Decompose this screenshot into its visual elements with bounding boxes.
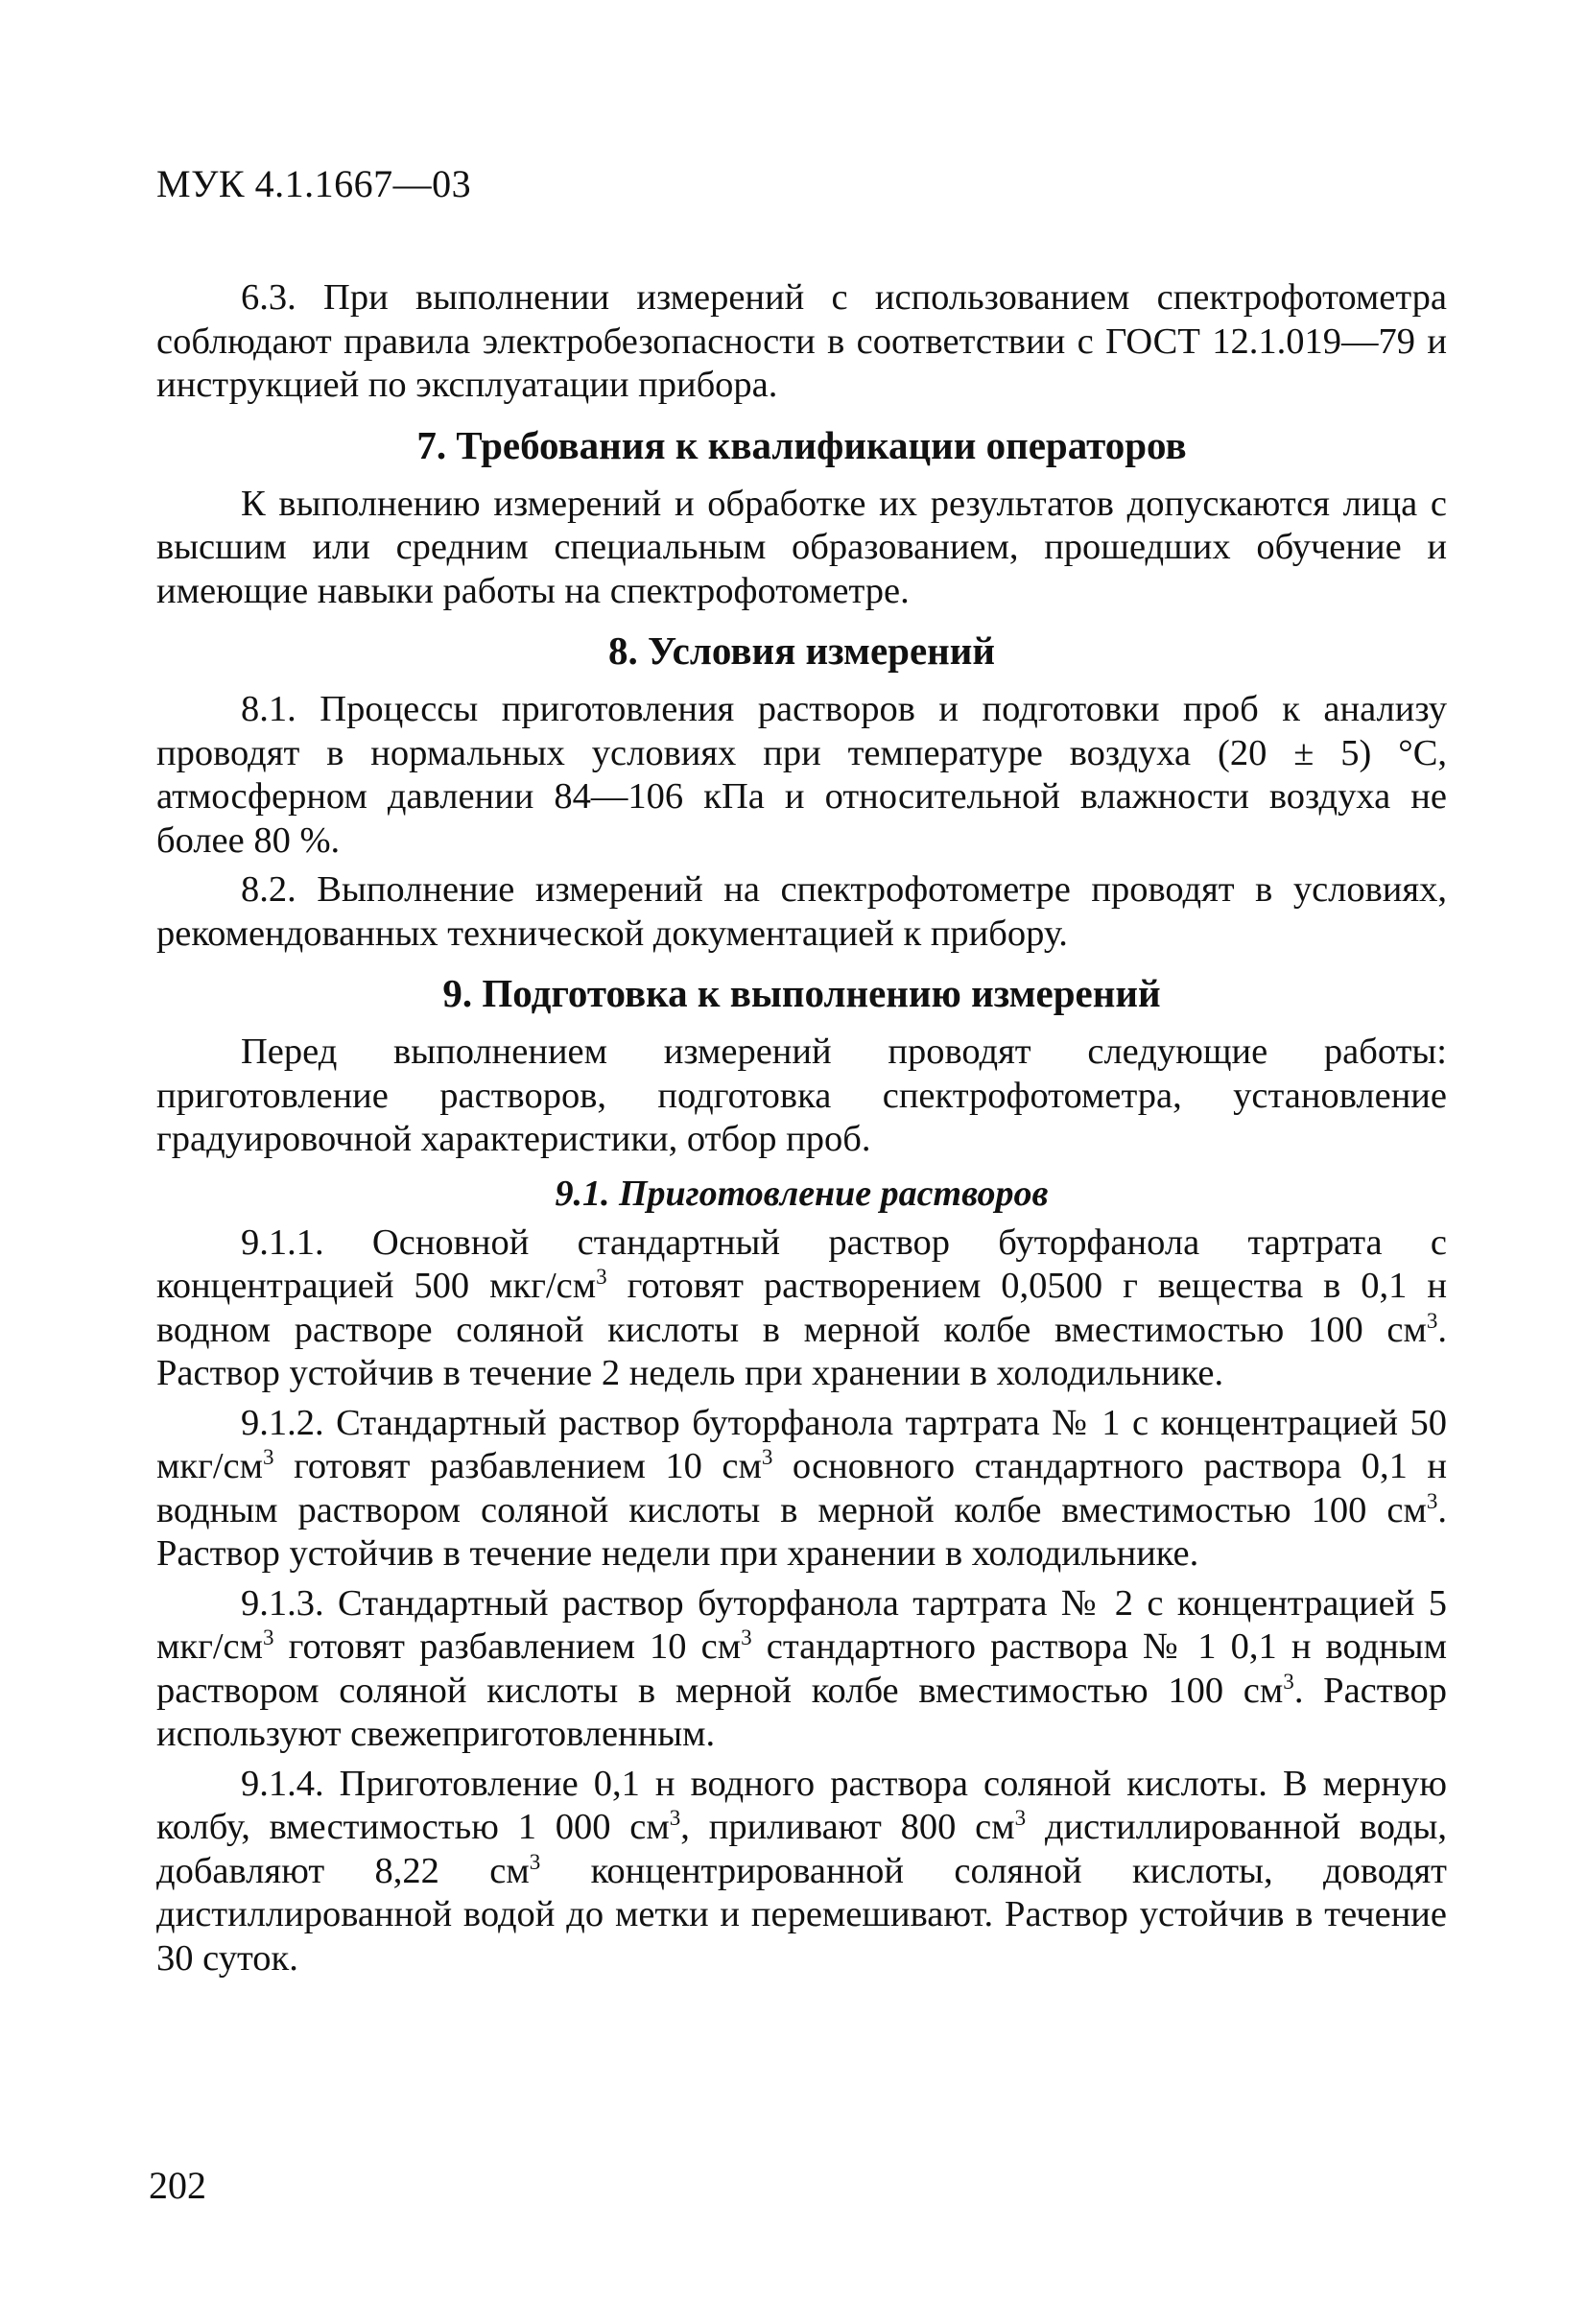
- superscript-cube: 3: [1014, 1805, 1027, 1831]
- superscript-cube: 3: [1426, 1487, 1438, 1513]
- superscript-cube: 3: [529, 1848, 541, 1874]
- paragraph-9: Перед выполнением измерений проводят следующие работы: приготовление растворов, подготовка спектрофотометра, установление градуировочной характеристики, отбор проб.: [156, 1032, 1447, 1159]
- paragraph-6-3: 6.3. При выполнении измерений с использованием спектрофотометра соблюдают правила электробезопасности в соответствии с ГОСТ 12.1.019—79 и инструкцией по эксплуатации прибора.: [156, 277, 1447, 405]
- paragraph-7: К выполнению измерений и обработке их результатов допускаются лица с высшим или средним специальным образованием, прошедших обучение и имеющие навыки работы на спектрофотометре.: [156, 483, 1447, 611]
- subsection-heading-9-1: 9.1. Приготовление растворов: [555, 1173, 1049, 1214]
- paragraph-9-1-4-part-b: , приливают 800 см: [680, 1807, 1015, 1847]
- superscript-cube: 3: [596, 1264, 607, 1290]
- paragraph-9-1-2-part-b: готовят разбавлением 10 см: [273, 1446, 762, 1486]
- paragraph-9-1-3-part-b: готовят разбавлением 10 см: [273, 1626, 742, 1667]
- superscript-cube: 3: [669, 1805, 681, 1831]
- paragraph-9-1-2-part-d: . Раствор устойчив в течение недели при хранении в холодильнике.: [156, 1489, 1447, 1574]
- paragraph-9-1-1: [156, 1221, 1447, 1396]
- paragraph-9-1-1-part-b: готовят растворением 0,0500 г вещества в 0,1 н водном растворе соляной кислоты в мерной колбе вместимостью 100 см: [156, 1266, 1447, 1350]
- section-heading-9: 9. Подготовка к выполнению измерений: [442, 971, 1161, 1015]
- section-heading-7: 7. Требования к квалификации операторов: [416, 422, 1187, 467]
- superscript-cube: 3: [761, 1444, 773, 1470]
- page-content: [156, 276, 1447, 1986]
- paragraph-9-1-1-part-c: . Раствор устойчив в течение 2 недель при хранении в холодильнике.: [156, 1309, 1447, 1393]
- document-code-header: МУК 4.1.1667—03: [156, 162, 472, 205]
- superscript-cube: 3: [263, 1444, 274, 1470]
- superscript-cube: 3: [263, 1624, 274, 1650]
- paragraph-9-1-3-part-d: . Раствор используют свежеприготовленным.: [156, 1670, 1447, 1754]
- paragraph-8-2: 8.2. Выполнение измерений на спектрофотометре проводят в условиях, рекомендованных технической документацией к прибору.: [156, 869, 1447, 954]
- superscript-cube: 3: [741, 1624, 752, 1650]
- page-number: 202: [149, 2164, 206, 2207]
- paragraph-9-1-2-part-a: 9.1.2. Стандартный раствор буторфанола тартрата № 1 с концентрацией 50 мкг/см: [156, 1402, 1447, 1486]
- superscript-cube: 3: [1283, 1668, 1294, 1694]
- paragraph-9-1-3-part-c: стандартного раствора № 1 0,1 н водным раствором соляной кислоты в мерной колбе вместимостью 100 см: [156, 1626, 1448, 1711]
- paragraph-9-1-4-part-d: концентрированной соляной кислоты, доводят дистиллированной водой до метки и перемешивают. Раствор устойчив в течение 30 суток.: [156, 1850, 1448, 1979]
- paragraph-9-1-4: [156, 1763, 1447, 1981]
- paragraph-9-1-2: [156, 1402, 1447, 1577]
- paragraph-9-1-4-part-c: дистиллированной воды, добавляют 8,22 см: [156, 1807, 1447, 1891]
- paragraph-9-1-1-part-a: 9.1.1. Основной стандартный раствор буторфанола тартрата с концентрацией 500 мкг/см: [156, 1221, 1447, 1306]
- section-heading-8: 8. Условия измерений: [607, 628, 996, 673]
- superscript-cube: 3: [1426, 1307, 1438, 1333]
- paragraph-8-1: 8.1. Процессы приготовления растворов и подготовки проб к анализу проводят в нормальных условиях при температуре воздуха (20 ± 5) °С, атмосферном давлении 84—106 кПа и относительной влажности воздуха не более 80 %.: [156, 689, 1447, 861]
- paragraph-9-1-3: [156, 1582, 1447, 1757]
- paragraph-9-1-3-part-a: 9.1.3. Стандартный раствор буторфанола тартрата № 2 с концентрацией 5 мкг/см: [156, 1582, 1447, 1667]
- paragraph-9-1-4-part-a: 9.1.4. Приготовление 0,1 н водного раствора соляной кислоты. В мерную колбу, вместимостью 1 000 см: [156, 1763, 1447, 1847]
- paragraph-9-1-2-part-c: основного стандартного раствора 0,1 н водным раствором соляной кислоты в мерной колбе вместимостью 100 см: [156, 1446, 1447, 1530]
